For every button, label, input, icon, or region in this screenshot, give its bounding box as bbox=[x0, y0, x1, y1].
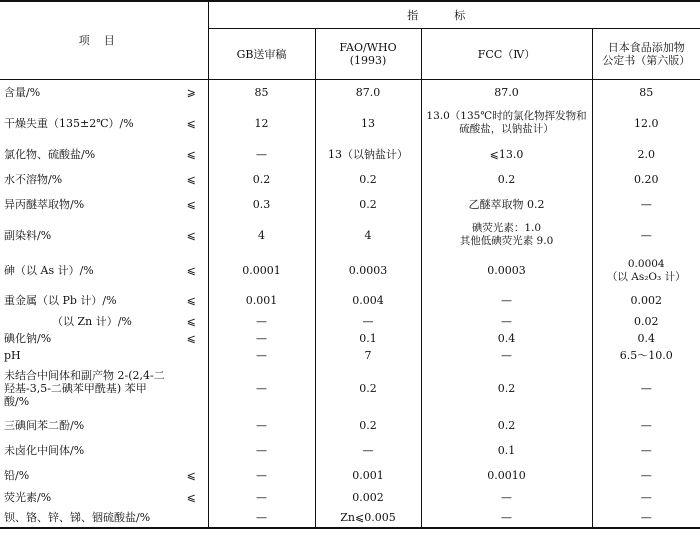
cell-gb: 85 bbox=[254, 85, 269, 99]
header-item: 项目 bbox=[0, 1, 208, 80]
table-row bbox=[0, 80, 700, 105]
cell-fcc: 0.2 bbox=[421, 413, 592, 438]
table-row bbox=[0, 105, 700, 142]
cell-fcc: 0.2 bbox=[421, 364, 592, 413]
row-item-label: pH bbox=[4, 348, 21, 362]
table-row bbox=[0, 364, 700, 413]
cell-fao-who: 0.2 bbox=[315, 413, 421, 438]
cell-japan: — bbox=[592, 508, 700, 528]
cell-gb: — bbox=[256, 443, 267, 457]
row-item-label: 荧光素/% bbox=[4, 491, 52, 504]
cell-fcc: 0.0003 bbox=[421, 254, 592, 288]
cell-fcc: — bbox=[421, 313, 592, 330]
table-row bbox=[0, 167, 700, 192]
cell-gb: — bbox=[208, 508, 315, 528]
header-col-jp: 日本食品添加物 公定书（第六版） bbox=[592, 29, 700, 80]
cell-japan: 0.02 bbox=[592, 313, 700, 330]
table-row bbox=[0, 438, 700, 463]
cell-gb: 0.3 bbox=[252, 197, 271, 211]
row-item-label: 干燥失重（135±2℃）/% bbox=[4, 116, 134, 130]
row-item-label: 未卤化中间体/% bbox=[4, 443, 85, 457]
row-comparison-symbol: ⩽ bbox=[175, 254, 208, 288]
cell-fcc: 87.0 bbox=[421, 80, 592, 105]
row-comparison-symbol bbox=[175, 347, 208, 364]
cell-japan: — bbox=[592, 463, 700, 488]
cell-gb: — bbox=[256, 468, 267, 482]
cell-fao-who: 0.001 bbox=[315, 463, 421, 488]
table-row bbox=[0, 488, 700, 508]
cell-fao-who: — bbox=[315, 438, 421, 463]
cell-fao-who: 13（以钠盐计） bbox=[315, 142, 421, 167]
cell-fao-who: 13 bbox=[315, 105, 421, 142]
table-row bbox=[0, 330, 700, 347]
cell-fcc: 0.2 bbox=[421, 167, 592, 192]
row-comparison-symbol: ⩽ bbox=[175, 105, 208, 142]
row-comparison-symbol: ⩽ bbox=[175, 192, 208, 217]
row-comparison-symbol: ⩽ bbox=[175, 463, 208, 488]
cell-fcc: ⩽13.0 bbox=[421, 142, 592, 167]
cell-japan: 12.0 bbox=[592, 105, 700, 142]
row-item-label: 碘化钠/% bbox=[4, 331, 52, 345]
cell-fao-who: 0.2 bbox=[315, 364, 421, 413]
cell-japan: — bbox=[592, 192, 700, 217]
row-comparison-symbol: ⩽ bbox=[175, 330, 208, 347]
cell-fao-who: 0.1 bbox=[315, 330, 421, 347]
row-item-label: 副染料/% bbox=[4, 228, 52, 242]
table-row bbox=[0, 192, 700, 217]
table-row bbox=[0, 217, 700, 254]
cell-gb: — bbox=[256, 331, 267, 345]
row-item-label: 重金属（以 Pb 计）/% bbox=[4, 293, 117, 307]
cell-japan: — bbox=[592, 438, 700, 463]
cell-japan: — bbox=[592, 217, 700, 254]
header-col-fcc: FCC（Ⅳ） bbox=[421, 29, 592, 80]
row-item-label: 异丙醚萃取物/% bbox=[4, 197, 85, 211]
cell-fao-who: 87.0 bbox=[315, 80, 421, 105]
cell-gb: 0.001 bbox=[245, 293, 278, 307]
table-row bbox=[0, 313, 700, 330]
cell-fcc: 0.0010 bbox=[421, 463, 592, 488]
cell-gb: — bbox=[256, 348, 267, 362]
row-item-label: 砷（以 As 计）/% bbox=[4, 264, 94, 277]
row-item-label: 含量/% bbox=[4, 85, 41, 99]
cell-japan: — bbox=[592, 488, 700, 508]
cell-fcc: 乙醚萃取物 0.2 bbox=[421, 192, 592, 217]
cell-gb: 4 bbox=[258, 228, 265, 242]
cell-japan: 0.20 bbox=[592, 167, 700, 192]
row-item-label: 三碘间苯二酚/% bbox=[4, 418, 85, 432]
table-row bbox=[0, 347, 700, 364]
row-comparison-symbol: ⩾ bbox=[175, 80, 208, 105]
header-col-gb: GB送审稿 bbox=[208, 29, 315, 80]
cell-gb: — bbox=[256, 381, 267, 395]
cell-japan: 6.5～10.0 bbox=[592, 347, 700, 364]
row-comparison-symbol bbox=[175, 364, 208, 413]
cell-japan-value: 0.0004 bbox=[627, 257, 665, 270]
row-item-label: （以 Zn 计）/% bbox=[52, 314, 132, 328]
row-comparison-symbol bbox=[175, 413, 208, 438]
cell-gb: — bbox=[256, 147, 267, 161]
row-item-label: 氯化物、硫酸盐/% bbox=[4, 147, 96, 161]
cell-fao-who: 0.2 bbox=[315, 167, 421, 192]
row-comparison-symbol: ⩽ bbox=[175, 217, 208, 254]
cell-gb: 0.2 bbox=[252, 172, 271, 186]
cell-japan: 0.4 bbox=[592, 330, 700, 347]
cell-japan-note: （以 As₂O₃ 计） bbox=[606, 270, 686, 283]
cell-fcc: 0.1 bbox=[421, 438, 592, 463]
cell-fao-who: 0.0003 bbox=[315, 254, 421, 288]
cell-japan: 0.002 bbox=[592, 288, 700, 313]
table-row bbox=[0, 288, 700, 313]
cell-fcc: — bbox=[421, 508, 592, 528]
table-row bbox=[0, 508, 700, 528]
cell-fcc: — bbox=[421, 488, 592, 508]
row-comparison-symbol bbox=[175, 438, 208, 463]
cell-japan: — bbox=[592, 364, 700, 413]
cell-gb: — bbox=[256, 418, 267, 432]
row-item-label: 水不溶物/% bbox=[4, 172, 63, 186]
cell-japan: 85 bbox=[592, 80, 700, 105]
row-comparison-symbol bbox=[175, 508, 208, 528]
cell-fcc: — bbox=[421, 347, 592, 364]
cell-gb: 0.0001 bbox=[242, 264, 281, 277]
header-group: 指标 bbox=[208, 1, 700, 29]
row-comparison-symbol: ⩽ bbox=[175, 167, 208, 192]
cell-fao-who: 0.002 bbox=[315, 488, 421, 508]
cell-fao-who: 0.004 bbox=[315, 288, 421, 313]
cell-fao-who: 7 bbox=[315, 347, 421, 364]
cell-fao-who: — bbox=[315, 313, 421, 330]
table-row bbox=[0, 142, 700, 167]
cell-gb: — bbox=[256, 491, 267, 504]
row-comparison-symbol: ⩽ bbox=[175, 313, 208, 330]
cell-gb: 12 bbox=[254, 116, 269, 130]
header-col-fao: FAO/WHO (1993) bbox=[315, 29, 421, 80]
row-item-label: 未结合中间体和副产物 2-(2,4-二羟基-3,5-二碘苯甲酰基) 苯甲酸/% bbox=[4, 368, 165, 408]
cell-japan: — bbox=[592, 413, 700, 438]
cell-fcc: 碘荧光素：1.0 其他低碘荧光素 9.0 bbox=[421, 217, 592, 254]
cell-fcc: 13.0（135℃时的氯化物挥发物和硫酸盐，以钠盐计） bbox=[421, 105, 592, 142]
row-comparison-symbol: ⩽ bbox=[175, 288, 208, 313]
cell-fcc: — bbox=[421, 288, 592, 313]
cell-japan bbox=[592, 254, 700, 288]
table-row bbox=[0, 463, 700, 488]
row-item-label: 钡、铬、锌、锑、铟硫酸盐/% bbox=[0, 508, 175, 528]
table-row bbox=[0, 413, 700, 438]
cell-fcc: 0.4 bbox=[421, 330, 592, 347]
cell-fao-who: 0.2 bbox=[315, 192, 421, 217]
cell-fao-who: 4 bbox=[315, 217, 421, 254]
row-comparison-symbol: ⩽ bbox=[175, 488, 208, 508]
cell-fao-who: Zn⩽0.005 bbox=[315, 508, 421, 528]
cell-japan: 2.0 bbox=[592, 142, 700, 167]
cell-gb: — bbox=[256, 314, 267, 328]
row-item-label: 铅/% bbox=[4, 468, 30, 482]
table-row bbox=[0, 254, 700, 288]
row-comparison-symbol: ⩽ bbox=[175, 142, 208, 167]
